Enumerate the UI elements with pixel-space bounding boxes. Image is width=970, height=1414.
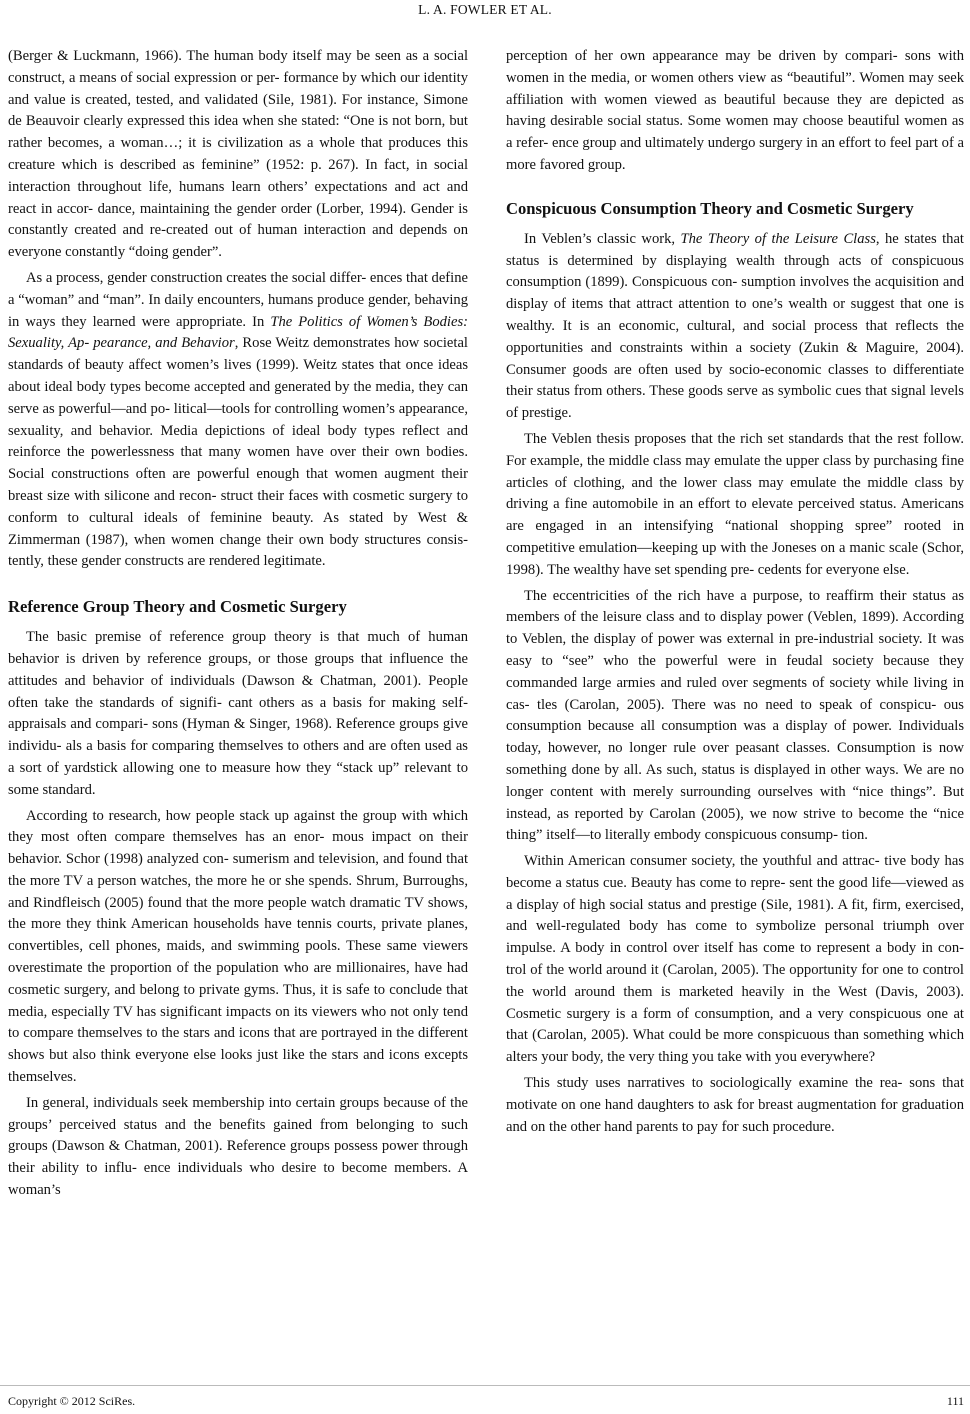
copyright-notice: Copyright © 2012 SciRes. [8, 1394, 136, 1408]
book-title: The Theory of the Leisure Class [680, 230, 876, 247]
paragraph: In general, individuals seek membership into certain groups because of the groups’ perceived status and the benefits gained from belonging to such groups (Dawson & Chatman, 2001). Reference groups possess power through their ability to influ- ence individuals who desire to become members. A woman’s [8, 1094, 468, 1199]
paragraph: According to research, how people stack up against the group with which they most often compare themselves has an enor- mous impact on their behavior. Schor (1998) analyzed con- sumerism and television, and found that the more TV a person watches, the more he or she spends. Shrum, Burroughs, and Rindfleisch (2005) found that the more people watch dramatic TV shows, the more they think American households have tennis courts, private planes, convertibles, cell phones, maids, and swimming pools. These same viewers overestimate the proportion of the population who are millionaires, have had cosmetic surgery, and belong to private gyms. Thus, it is safe to conclude that media, especially TV has significant impacts on its viewers who not only tend to compare themselves to the stars and icons that are portrayed in the different shows but also think everyone else looks just like the stars and icons excepts themselves. [8, 807, 468, 1086]
footer-divider [0, 1385, 970, 1386]
right-column [506, 46, 964, 1142]
paragraph-text: , he states that status is determined by displaying wealth through acts of conspicuous consumption (1899). Conspicuous con- sumption involves the acquisition and display of items that attract attention to one’s wealth or suggest that one is wealthy. It is an economic, cultural, and social process that reflects the opportunities and constraints within a society (Zukin & Maguire, 2004). Consumer goods are often used by socio-economic classes to differentiate their status from others. These goods serve as symbolic cues that signal levels of prestige. [506, 230, 964, 422]
paragraph: perception of her own appearance may be driven by compari- sons with women in the media, or women others view as “beautiful”. Women may seek affiliation with women viewed as beautiful because they are depicted as having desirable social status. Some women may choose beautiful women as a refer- ence group and ultimately undergo surgery in an effort to feel part of a more favored group. [506, 48, 964, 173]
page-number: 111 [946, 1394, 964, 1408]
paragraph: The Veblen thesis proposes that the rich set standards that the rest follow. For example, the middle class may emulate the upper class by purchasing fine articles of clothing, and the lower class may emulate the middle class by driving a fine automobile in an effort to elevate perceived status. Americans are engaged in an intensifying “national shopping spree” rooted in competitive emulation—keeping up with the Joneses on a manic scale (Schor, 1998). The wealthy have set spending pre- cedents for everyone else. [506, 430, 964, 578]
paragraph [506, 229, 964, 425]
paragraph [8, 268, 468, 573]
paragraph: Within American consumer society, the youthful and attrac- tive body has become a status cue. Beauty has come to repre- sent the good life—viewed as a display of high social status and prestige (Sile, 1981). A fit, firm, exercised, and well-regulated body has come to symbolize personal triumph over impulse. A body in control over itself has come to represent a body in con- trol of the world around it (Carolan, 2005). The opportunity for one to control the world around them is marketed heavily in the West (Davis, 2003). Cosmetic surgery is a form of consumption, and a very conspicuous one at that (Carolan, 2005). What could be more conspicuous than something which alters your body, the very thing you take with you everywhere? [506, 853, 964, 1066]
section-heading: Conspicuous Consumption Theory and Cosmetic Surgery [506, 198, 914, 218]
paragraph-text: In Veblen’s classic work, [524, 230, 681, 247]
paragraph-text: As a process, gender construction creates the social differ- ences that define a “woman” and “man”. In daily encounters, humans produce gender, behaving in ways they learned were appropriate. In [8, 269, 468, 330]
paragraph-text: , Rose Weitz demonstrates how societal standards of beauty affect women’s lives (1999). Weitz states that once ideas about ideal body types become accepted and generated by the media, they can serve as powerful—and po- litical—tools for controlling women’s appearance, sexuality, and behavior. Media depictions of ideal body types reflect and reinforce the powerlessness that many women have over their own bodies. Social constructions often are powerful enough that women augment their breast size with silicone and recon- struct their faces with cosmetic surgery to conform to cultural ideals of feminine beauty. As stated by West & Zimmerman (1987), when women change their own body structures consis- tently, these gender constructs are rendered legitimate. [8, 335, 468, 570]
running-head: L. A. FOWLER ET AL. [418, 2, 552, 17]
paragraph: The basic premise of reference group theory is that much of human behavior is driven by reference groups, or those groups that influence the attitudes and behavior of individuals (Dawson & Chatman, 2001). People often take the standards of signifi- cant others as a basis for making self-appraisals and compari- sons (Hyman & Singer, 1968). Reference groups give individu- als a basis for comparing themselves to others and are often used as a sort of yardstick allowing one to measure how they “stack up” relevant to some standard. [8, 629, 468, 798]
paragraph: This study uses narratives to sociologically examine the rea- sons that motivate on one hand daughters to ask for breast augmentation for graduation and on the other hand parents to pay for such procedure. [506, 1075, 964, 1135]
book-title: The Politics of Women’s Bodies: Sexuality, Ap- pearance, and Behavior [8, 313, 468, 352]
paragraph: (Berger & Luckmann, 1966). The human body itself may be seen as a social construct, a means of social expression or per- formance by which our identity and value is created, tested, and validated (Sile, 1981). For instance, Simone de Beauvoir clearly expressed this idea when she stated: “One is not born, but rather becomes, a woman…; it is civilization as a whole that produces this creature which is described as feminine” (1952: p. 267). In fact, in social interaction throughout life, humans learn others’ expectations and act and react in accor- dance, maintaining the gender order (Lorber, 1994). Gender is constantly created and re-created out of human interaction and depends on everyone constantly “doing gender”. [8, 48, 468, 261]
section-heading: Reference Group Theory and Cosmetic Surgery [8, 597, 347, 617]
paragraph: The eccentricities of the rich have a purpose, to reaffirm their status as members of the leisure class and to display power (Veblen, 1899). According to Veblen, the display of power was external in pre-industrial society. It was easy to “see” who the powerful were in feudal society because they commanded large armies and ruled over segments of society while living in cas- tles (Carolan, 2005). There was no need to speak of conspicu- ous consumption because all consumption was a display of power. Individuals today, however, no longer rule over peasant classes. Consumption is now something done by all. As such, status is displayed in other ways. We are no longer content with merely surrounding ourselves with “nice things”. But instead, as reported by Carolan (2005), we now strive to become the “nice thing” itself—to literally embody conspicuous consump- tion. [506, 587, 964, 844]
left-column [8, 46, 468, 1206]
